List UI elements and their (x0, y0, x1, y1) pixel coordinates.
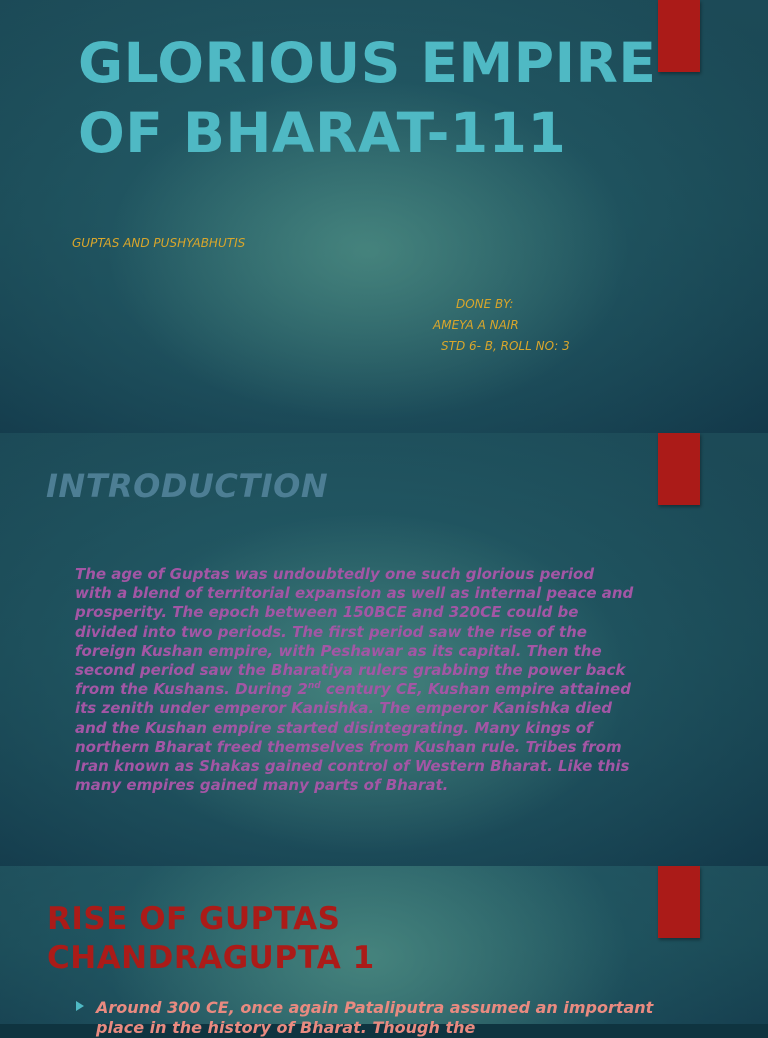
red-bookmark-tab (658, 866, 700, 938)
subtitle: GUPTAS AND PUSHYABHUTIS (72, 236, 246, 250)
heading-line-2: CHANDRAGUPTA 1 (47, 940, 375, 976)
introduction-body-part-2: century CE, Kushan empire attained its zenith under emperor Kanishka. The emperor Kanishka died and the Kushan empire started disintegrating. Many kings of northern Bharat freed themselves from Kushan rule. Tribes from Iran known as Shakas gained control of Western Bharat. Like this many empires gained many parts of Bharat. (75, 680, 631, 795)
ordinal-superscript: nd (307, 681, 321, 692)
heading-line-1: RISE OF GUPTAS (47, 901, 341, 937)
rise-of-guptas-slide (0, 866, 768, 1037)
credits-class-roll: STD 6- B, ROLL NO: 3 (441, 339, 570, 353)
bullet-text: Around 300 CE, once again Pataliputra assumed an important place in the history of Bharat. Though the (96, 998, 654, 1037)
rise-of-guptas-heading (47, 900, 375, 978)
introduction-slide (0, 433, 768, 866)
presentation-title (78, 28, 718, 168)
title-line-2: OF BHARAT-111 (78, 101, 567, 165)
introduction-body (75, 565, 635, 795)
red-bookmark-tab (658, 433, 700, 505)
introduction-body-part-1: The age of Guptas was undoubtedly one such glorious period with a blend of territorial expansion as well as internal peace and prosperity. The epoch between 150BCE and 320CE could be divided into two periods. The first period saw the rise of the foreign Kushan empire, with Peshawar as its capital. Then the second period saw the Bharatiya rulers grabbing the power back from the Kushans. During 2 (75, 565, 634, 699)
bullet-arrow-icon (76, 1001, 84, 1011)
title-slide (0, 0, 768, 433)
credits-author-name: AMEYA A NAIR (433, 318, 519, 332)
credits-done-by: DONE BY: (456, 297, 514, 311)
introduction-heading: INTRODUCTION (46, 467, 329, 505)
title-line-1: GLORIOUS EMPIRE (78, 31, 657, 95)
